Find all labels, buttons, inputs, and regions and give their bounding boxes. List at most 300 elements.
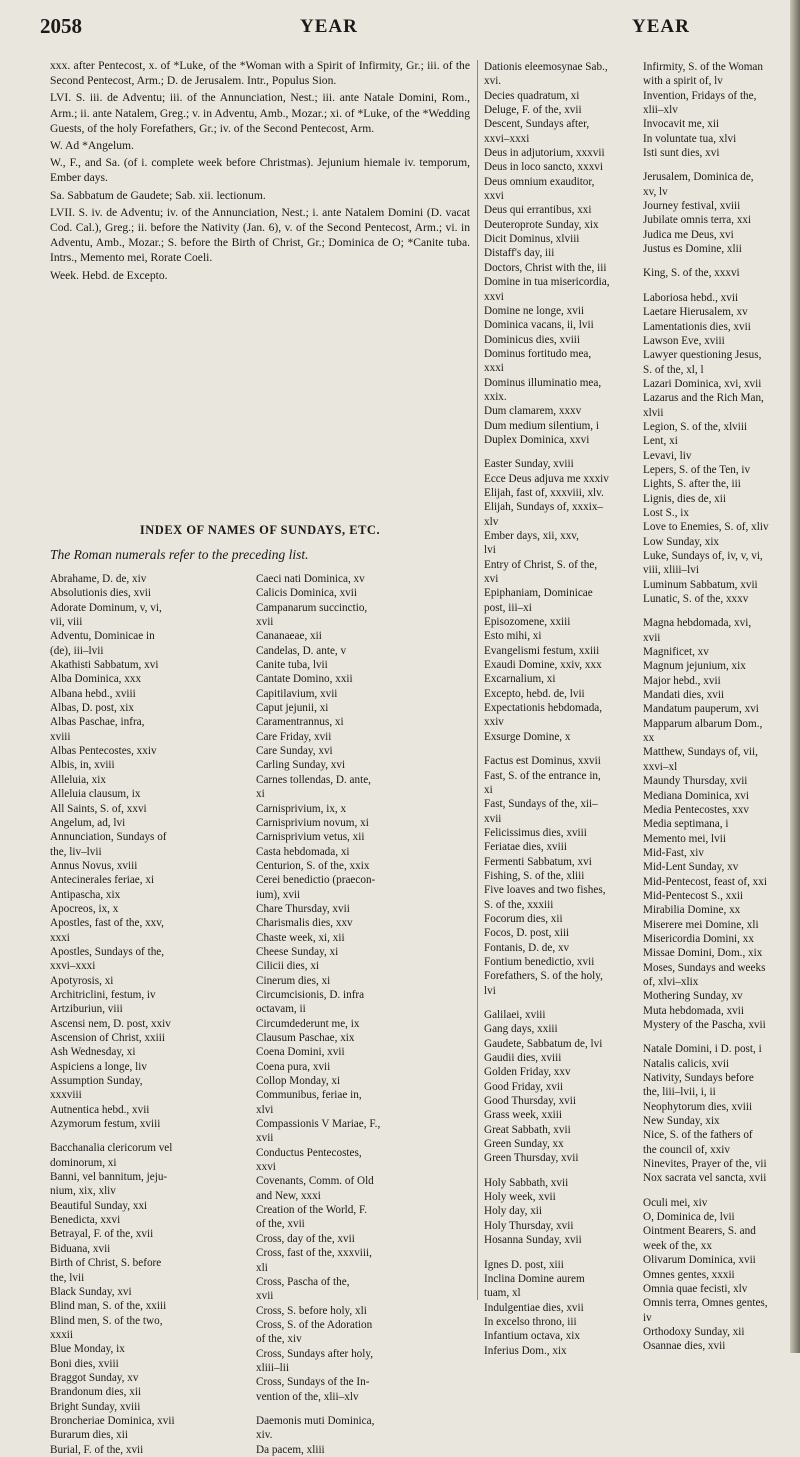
index-entry: Domine ne longe, xvii <box>484 304 585 317</box>
index-entry: Ascension of Christ, xxiii <box>50 1032 165 1044</box>
index-entry: Fishing, S. of the, xliii <box>484 869 585 882</box>
index-entry: Neophytorum dies, xviii <box>643 1100 753 1113</box>
index-entry: Matthew, Sundays of, vii, <box>643 746 758 759</box>
index-entry: Feriatae dies, xviii <box>484 841 567 854</box>
index-gap <box>484 1248 634 1258</box>
index-entry: Lost S., ix <box>643 506 690 519</box>
index-entry: Cerei benedictio (praecon- <box>256 874 376 887</box>
index-entry: Cross, S. before holy, xli <box>256 1304 367 1317</box>
index-entry: Easter Sunday, xviii <box>484 458 574 471</box>
index-entry: Cross, S. of the Adoration <box>256 1318 373 1331</box>
index-entry: Felicissimus dies, xviii <box>484 826 587 839</box>
index-entry: Duplex Dominica, xxvi <box>484 433 590 446</box>
index-entry: Inferius Dom., xix <box>484 1344 567 1357</box>
index-entry: Assumption Sunday, <box>50 1075 143 1088</box>
index-entry: lvi <box>484 544 496 557</box>
index-entry: Misericordia Domini, xx <box>643 932 754 945</box>
index-entry: Muta hebdomada, xvii <box>643 1004 744 1017</box>
index-entry: Dicit Dominus, xlviii <box>484 233 580 246</box>
index-entry: Carnes tollendas, D. ante, <box>256 773 371 786</box>
index-entry: Holy week, xvii <box>484 1191 556 1204</box>
index-entry: xli <box>256 1261 268 1274</box>
index-entry: Compassionis V Mariae, F., <box>256 1118 381 1131</box>
index-entry: Apocreos, ix, x <box>50 902 119 915</box>
index-entry: Betrayal, F. of the, xvii <box>50 1228 154 1241</box>
index-entry: O, Dominica de, lvii <box>643 1211 735 1224</box>
index-entry: Major hebd., xvii <box>643 674 721 687</box>
index-entry: Braggot Sunday, xv <box>50 1371 139 1384</box>
index-entry: Creation of the World, F. <box>256 1204 368 1217</box>
index-entry: Calicis Dominica, xvii <box>256 587 357 600</box>
index-entry: xxvi <box>484 290 504 303</box>
index-entry: Good Friday, xvii <box>484 1080 564 1093</box>
index-entry: Evangelismi festum, xxiii <box>484 644 600 657</box>
index-entry: Covenants, Comm. of Old <box>256 1175 374 1188</box>
index-entry: Albis, in, xviii <box>50 759 115 772</box>
index-entry: S. of the, xxxiii <box>484 898 554 911</box>
index-entry: week of the, xx <box>643 1239 712 1252</box>
index-entry: xvii <box>256 1132 274 1145</box>
index-entry: Holy Thursday, xvii <box>484 1219 574 1232</box>
index-gap <box>643 160 793 170</box>
index-entry: Cross, day of the, xvii <box>256 1232 355 1245</box>
index-entry: Lawyer questioning Jesus, <box>643 349 762 362</box>
index-entry: Magnificet, xv <box>643 646 709 659</box>
index-entry: Carnisprivium novum, xi <box>256 816 369 829</box>
index-entry: Laetare Hierusalem, xv <box>643 306 748 319</box>
index-entry: Nativity, Sundays before <box>643 1072 754 1085</box>
index-entry: Cilicii dies, xi <box>256 960 320 973</box>
entry-lvi-sa: Sa. Sabbatum de Gaudete; Sab. xii. lectionum. <box>50 188 266 202</box>
index-entry: Invention, Fridays of the, <box>643 89 757 102</box>
index-entry: of, xlvi–xlix <box>643 975 699 988</box>
index-entry: Canite tuba, lvii <box>256 659 328 672</box>
index-entry: nium, xix, xliv <box>50 1185 116 1198</box>
index-entry: xvi <box>484 573 499 586</box>
index-entry: xxxi <box>484 362 504 375</box>
index-gap <box>484 447 634 457</box>
index-entry: Care Friday, xvii <box>256 730 332 743</box>
index-entry: Beautiful Sunday, xxi <box>50 1199 148 1212</box>
index-entry: Exsurge Domine, x <box>484 730 571 743</box>
index-entry: Cross, Pascha of the, <box>256 1275 350 1288</box>
index-entry: xxvi–xxxi <box>50 960 96 973</box>
index-entry: Ember days, xii, xxv, <box>484 530 579 542</box>
page-header <box>40 14 740 42</box>
index-gap <box>643 1032 793 1042</box>
index-entry: Lights, S. after the, iii <box>643 478 741 491</box>
index-entry: Inclina Domine aurem <box>484 1272 585 1285</box>
index-entry: the council of, xxiv <box>643 1143 730 1156</box>
index-gap <box>484 744 634 754</box>
index-entry: Elijah, fast of, xxxviii, xlv. <box>484 486 604 499</box>
index-entry: Carnisprivium vetus, xii <box>256 831 365 844</box>
index-entry: Lazarus and the Rich Man, <box>643 392 764 405</box>
index-entry: Good Thursday, xvii <box>484 1095 576 1108</box>
index-entry: Collop Monday, xi <box>256 1075 341 1088</box>
index-entry: Apostles, fast of the, xxv, <box>50 917 164 930</box>
entry-lvii-week: Week. Hebd. de Excepto. <box>50 268 168 282</box>
entry-lvi: LVI. S. iii. de Adventu; iii. of the Annunciation, Nest.; iii. ante Natale Domini, Rom., Arm.; ii. ante Natalem, Greg.; v. in Adventu, Amb., Mozar.; xi. of *Luke, of the *Wedding Guests, of the holy Forefathers, Gr.; iv. of the Second Pentecost, Arm. <box>50 91 470 135</box>
index-entry: Alba Dominica, xxx <box>50 673 142 686</box>
index-entry: Carnisprivium, ix, x <box>256 802 347 815</box>
index-entry: Magnum jejunium, xix <box>643 660 746 673</box>
index-entry: Episozomene, xxiii <box>484 616 571 629</box>
index-entry: Burial, F. of the, xvii <box>50 1443 144 1456</box>
index-entry: Hosanna Sunday, xvii <box>484 1234 582 1247</box>
index-entry: Deus qui errantibus, xxi <box>484 204 592 217</box>
index-entry: Birth of Christ, S. before <box>50 1257 162 1270</box>
index-entry: Cross, Sundays of the In- <box>256 1376 370 1389</box>
index-entry: Focorum dies, xii <box>484 912 563 925</box>
index-column-2 <box>256 572 456 1457</box>
index-entry: Mapparum albarum Dom., <box>643 717 763 730</box>
index-gap <box>484 1166 634 1176</box>
index-entry: Angelum, ad, lvi <box>50 816 126 829</box>
index-entry: Domine in tua misericordia, <box>484 276 610 289</box>
index-entry: Lent, xi <box>643 435 678 448</box>
index-entry: Cross, Sundays after holy, <box>256 1347 374 1360</box>
index-entry: with a spirit of, lv <box>643 75 723 88</box>
index-entry: Natale Domini, i D. post, i <box>643 1043 762 1056</box>
index-entry: Autnentica hebd., xvii <box>50 1103 150 1116</box>
running-head-left: YEAR <box>300 16 358 37</box>
index-entry: Forefathers, S. of the holy, <box>484 970 603 983</box>
index-entry: xxvi–xxxi <box>484 132 530 145</box>
index-entry: Jubilate omnis terra, xxi <box>643 214 752 227</box>
index-gap <box>643 256 793 266</box>
index-entry: xvi. <box>484 75 502 88</box>
index-entry: Dominicus dies, xviii <box>484 333 581 346</box>
index-entry: (de), iii–lvii <box>50 644 104 657</box>
index-entry: Justus es Domine, xlii <box>643 243 742 256</box>
index-entry: Olivarum Dominica, xvii <box>643 1254 756 1267</box>
index-entry: Capitilavium, xvii <box>256 687 338 700</box>
index-entry: Fast, Sundays of the, xii– <box>484 798 598 811</box>
index-entry: xxvi–xl <box>643 760 678 773</box>
index-entry: xxxi <box>50 931 70 944</box>
index-entry: Gang days, xxiii <box>484 1023 558 1036</box>
index-gap <box>643 281 793 291</box>
index-entry: Albas Paschae, infra, <box>50 716 145 729</box>
index-entry: Charismalis dies, xxv <box>256 917 353 930</box>
index-entry: Da pacem, xliii <box>256 1443 325 1456</box>
index-entry: xlvii <box>643 406 664 419</box>
index-entry: Annunciation, Sundays of <box>50 831 167 844</box>
index-entry: Daemonis muti Dominica, <box>256 1414 375 1427</box>
index-entry: Ignes D. post, xiii <box>484 1258 564 1271</box>
index-entry: iv <box>643 1311 652 1324</box>
index-entry: Apotyrosis, xi <box>50 974 114 987</box>
index-entry: Luke, Sundays of, iv, v, vi, <box>643 550 763 562</box>
index-column-4 <box>643 60 793 1354</box>
index-entry: Mid-Lent Sunday, xv <box>643 861 739 874</box>
index-entry: Absolutionis dies, xvii <box>50 587 152 600</box>
index-entry: Media septimana, i <box>643 818 729 831</box>
page-number: 2058 <box>40 14 82 38</box>
index-entry: xviii <box>50 730 71 743</box>
index-entry: Mediana Dominica, xvi <box>643 789 749 802</box>
index-entry: Dominus fortitudo mea, <box>484 347 592 360</box>
index-entry: Deus in adjutorium, xxxvii <box>484 147 605 160</box>
index-entry: Deus omnium exauditor, <box>484 175 595 188</box>
index-entry: Communibus, feriae in, <box>256 1089 362 1102</box>
index-entry: Albas, D. post, xix <box>50 702 134 715</box>
index-entry: xlvi <box>256 1103 274 1116</box>
index-entry: Decies quadratum, xi <box>484 89 580 102</box>
index-entry: Banni, vel bannitum, jeju- <box>50 1171 168 1184</box>
index-entry: xx <box>643 732 655 745</box>
index-entry: Nice, S. of the fathers of <box>643 1129 753 1142</box>
index-entry: xvii <box>256 616 274 629</box>
index-entry: Nox sacrata vel sancta, xvii <box>643 1172 767 1185</box>
index-gap <box>50 1131 250 1141</box>
index-entry: Holy Sabbath, xvii <box>484 1176 569 1189</box>
index-entry: Coena pura, xvii <box>256 1060 331 1073</box>
index-entry: Albas Pentecostes, xxiv <box>50 745 157 758</box>
index-entry: Grass week, xxiii <box>484 1109 562 1122</box>
index-entry: Dationis eleemosynae Sab., <box>484 61 608 73</box>
index-entry: xvii <box>643 631 661 644</box>
index-entry: Dominus illuminatio mea, <box>484 376 602 389</box>
index-entry: Chare Thursday, xvii <box>256 902 350 915</box>
index-entry: Focos, D. post, xiii <box>484 927 570 940</box>
index-entry: In voluntate tua, xlvi <box>643 132 737 145</box>
index-entry: Mid-Pentecost S., xxii <box>643 889 744 902</box>
index-entry: Adorate Dominum, v, vi, <box>50 601 162 614</box>
index-entry: Ninevites, Prayer of the, vii <box>643 1158 767 1171</box>
index-entry: Isti sunt dies, xvi <box>643 147 720 160</box>
index-entry: Great Sabbath, xvii <box>484 1123 571 1136</box>
index-entry: Bright Sunday, xviii <box>50 1400 141 1413</box>
index-entry: Magna hebdomada, xvi, <box>643 617 752 630</box>
index-entry: Lepers, S. of the Ten, iv <box>643 463 751 476</box>
index-entry: Missae Domini, Dom., xix <box>643 947 763 960</box>
index-entry: Indulgentiae dies, xvii <box>484 1301 584 1314</box>
index-entry: Golden Friday, xxv <box>484 1066 571 1079</box>
index-entry: Jerusalem, Dominica de, <box>643 171 754 184</box>
index-entry: Fermenti Sabbatum, xvi <box>484 855 592 868</box>
index-entry: Blind men, S. of the two, <box>50 1314 163 1327</box>
index-entry: and New, xxxi <box>256 1189 321 1202</box>
index-entry: King, S. of the, xxxvi <box>643 267 740 280</box>
index-entry: Legion, S. of the, xlviii <box>643 420 748 433</box>
index-gap <box>643 1186 793 1196</box>
index-entry: xlv <box>484 515 499 528</box>
index-entry: the, lvii <box>50 1271 85 1284</box>
index-entry: xvii <box>484 812 502 825</box>
index-entry: S. of the, xl, l <box>643 363 704 376</box>
index-entry: Omnia quae fecisti, xlv <box>643 1282 748 1295</box>
index-title: INDEX OF NAMES OF SUNDAYS, ETC. <box>139 523 381 537</box>
index-entry: the, liv–lvii <box>50 845 102 858</box>
index-entry: xxxii <box>50 1328 73 1341</box>
index-entry: xi <box>256 788 265 801</box>
index-entry: Epiphaniam, Dominicae <box>484 587 593 600</box>
running-head-right: YEAR <box>632 16 690 37</box>
index-entry: Mid-Pentecost, feast of, xxi <box>643 875 767 888</box>
index-entry: vii, viii <box>50 616 83 629</box>
index-entry: Benedicta, xxvi <box>50 1214 121 1227</box>
column-rule <box>477 60 478 1300</box>
index-entry: Mandatum pauperum, xvi <box>643 703 759 716</box>
index-entry: xliii–lii <box>256 1361 289 1374</box>
index-entry: Infirmity, S. of the Woman <box>643 61 763 73</box>
index-entry: Dum clamarem, xxxv <box>484 405 582 418</box>
index-entry: Love to Enemies, S. of, xliv <box>643 521 769 534</box>
index-entry: xxix. <box>484 390 507 403</box>
index-entry: Infantium octava, xix <box>484 1330 580 1343</box>
index-entry: Chaste week, xi, xii <box>256 931 345 944</box>
index-entry: Broncheriae Dominica, xvii <box>50 1414 175 1427</box>
index-entry: Akathisti Sabbatum, xvi <box>50 659 159 672</box>
entry-lvi-w: W. Ad *Angelum. <box>50 139 134 153</box>
index-entry: Lawson Eve, xviii <box>643 334 725 347</box>
index-entry: Miserere mei Domine, xli <box>643 918 759 931</box>
index-entry: Osannae dies, xvii <box>643 1340 726 1353</box>
index-entry: Black Sunday, xvi <box>50 1285 132 1298</box>
index-entry: Alleluia, xix <box>50 773 106 786</box>
index-entry: Media Pentecostes, xxv <box>643 803 749 816</box>
index-entry: Clausum Paschae, xix <box>256 1032 355 1044</box>
index-entry: ium), xvii <box>256 888 301 901</box>
index-entry: Deus in loco sancto, xxxvi <box>484 161 604 174</box>
index-entry: Doctors, Christ with the, iii <box>484 261 607 274</box>
index-entry: Ointment Bearers, S. and <box>643 1225 756 1238</box>
index-entry: lvi <box>484 984 496 997</box>
index-entry: xlii–xlv <box>643 104 678 117</box>
index-entry: Gaudii dies, xviii <box>484 1052 562 1065</box>
index-entry: Annus Novus, xviii <box>50 859 138 872</box>
index-entry: Campanarum succinctio, <box>256 601 368 614</box>
index-entry: viii, xliii–lvi <box>643 564 699 577</box>
index-entry: xxvi <box>484 190 504 203</box>
index-entry: Green Sunday, xx <box>484 1138 564 1151</box>
index-entry: tuam, xl <box>484 1287 521 1300</box>
index-entry: Oculi mei, xiv <box>643 1196 708 1209</box>
index-gap <box>484 998 634 1008</box>
index-entry: Apostles, Sundays of the, <box>50 945 165 958</box>
index-entry: octavam, ii <box>256 1003 306 1016</box>
index-entry: Omnis terra, Omnes gentes, <box>643 1297 768 1310</box>
index-entry: Azymorum festum, xviii <box>50 1118 161 1131</box>
index-entry: Omnes gentes, xxxii <box>643 1268 735 1281</box>
entry-lvii: LVII. S. iv. de Adventu; iv. of the Annunciation, Nest.; i. ante Natalem Domini (D. vacat Cod. Cal.), Greg.; ii. before the Nativity (Jan. 6), v. of the Second Pentecost, Arm.; vi. in Adventu, Amb., Mozar.; S. before the Birth of Christ, Gr.; Dominica de O; *Canite tuba. Intrs., Memento mei, Rorate Coeli. <box>50 205 470 265</box>
index-entry: Laboriosa hebd., xvii <box>643 291 739 304</box>
index-entry: Factus est Dominus, xxvii <box>484 755 601 768</box>
index-entry: the, liii–lvii, i, ii <box>643 1086 716 1099</box>
index-entry: Levavi, liv <box>643 449 692 462</box>
index-entry: Ascensi nem, D. post, xxiv <box>50 1017 171 1030</box>
index-entry: Caramentrannus, xi <box>256 716 344 729</box>
index-entry: Alleluia clausum, ix <box>50 788 141 801</box>
index-column-3 <box>484 60 634 1358</box>
index-entry: Centurion, S. of the, xxix <box>256 859 370 872</box>
index-entry: Burarum dies, xii <box>50 1429 128 1442</box>
index-entry: Abrahame, D. de, xiv <box>50 573 147 585</box>
index-gap <box>256 1404 456 1414</box>
index-entry: Elijah, Sundays of, xxxix– <box>484 501 604 514</box>
index-entry: xv, lv <box>643 185 668 198</box>
index-entry: Caeci nati Dominica, xv <box>256 573 365 585</box>
index-entry: Lunatic, S. of the, xxxv <box>643 593 749 606</box>
index-entry: Circumcisionis, D. infra <box>256 988 365 1001</box>
index-entry: vention of the, xlii–xlv <box>256 1390 359 1403</box>
index-entry: Blind man, S. of the, xxiii <box>50 1300 167 1313</box>
index-entry: of the, xiv <box>256 1333 302 1346</box>
index-entry: Esto mihi, xi <box>484 630 542 643</box>
index-entry: Orthodoxy Sunday, xii <box>643 1325 745 1338</box>
index-entry: Artziburiun, viii <box>50 1003 123 1016</box>
index-entry: Care Sunday, xvi <box>256 745 333 758</box>
index-entry: Biduana, xvii <box>50 1242 111 1255</box>
index-entry: Antipascha, xix <box>50 888 121 901</box>
index-entry: Green Thursday, xvii <box>484 1152 579 1165</box>
index-entry: Brandonum dies, xii <box>50 1386 142 1399</box>
index-entry: Ecce Deus adjuva me xxxiv <box>484 472 609 485</box>
index-entry: Casta hebdomada, xi <box>256 845 350 858</box>
index-entry: dominorum, xi <box>50 1156 117 1169</box>
index-entry: Circumdederunt me, ix <box>256 1017 360 1030</box>
index-entry: Holy day, xii <box>484 1205 543 1218</box>
index-entry: Cross, fast of the, xxxviii, <box>256 1247 372 1260</box>
entry-xxx: xxx. after Pentecost, x. of *Luke, of the *Woman with a Spirit of Infirmity, Gr.; iii. of the Second Pentecost, Arm.; D. de Jerusalem. Intr., Populus Sion. <box>50 59 470 88</box>
index-entry: Antecinerales feriae, xi <box>50 874 155 887</box>
week-entries <box>50 58 470 285</box>
index-entry: Caput jejunii, xi <box>256 702 329 715</box>
index-entry: Expectationis hebdomada, <box>484 702 603 715</box>
index-entry: Conductus Pentecostes, <box>256 1146 362 1159</box>
index-entry: New Sunday, xix <box>643 1115 720 1128</box>
index-entry: Galilaei, xviii <box>484 1009 546 1021</box>
index-entry: Candelas, D. ante, v <box>256 644 347 657</box>
index-entry: Albana hebd., xviii <box>50 687 136 700</box>
index-entry: Cananaeae, xii <box>256 630 322 643</box>
index-entry: Fontium benedictio, xvii <box>484 955 595 968</box>
index-entry: xiv. <box>256 1429 273 1442</box>
index-entry: Gaudete, Sabbatum de, lvi <box>484 1037 603 1050</box>
index-gap <box>643 606 793 616</box>
index-entry: Deuteroprote Sunday, xix <box>484 218 599 231</box>
index-entry: Maundy Thursday, xvii <box>643 775 748 788</box>
index-entry: Carling Sunday, xvi <box>256 759 346 772</box>
entry-lvi-wfsa: W., F., and Sa. (of i. complete week before Christmas). Jejunium hiemale iv. temporum, Ember days. <box>50 156 470 185</box>
index-entry: Entry of Christ, S. of the, <box>484 558 598 571</box>
index-entry: Fontanis, D. de, xv <box>484 941 570 954</box>
index-entry: Lazari Dominica, xvi, xvii <box>643 377 762 390</box>
index-entry: Luminum Sabbatum, xvii <box>643 578 758 591</box>
index-entry: Adventu, Dominicae in <box>50 630 155 643</box>
index-subtitle: The Roman numerals refer to the preceding list. <box>50 547 309 562</box>
index-entry: Blue Monday, ix <box>50 1343 125 1356</box>
index-entry: Low Sunday, xix <box>643 535 720 548</box>
index-entry: Architriclini, festum, iv <box>50 988 156 1001</box>
index-entry: Lamentationis dies, xvii <box>643 320 751 333</box>
index-entry: All Saints, S. of, xxvi <box>50 802 147 815</box>
index-entry: Natalis calicis, xvii <box>643 1057 730 1070</box>
index-entry: xvii <box>256 1290 274 1303</box>
index-entry: Coena Domini, xvii <box>256 1046 345 1059</box>
index-entry: xxvi <box>256 1161 276 1174</box>
index-entry: Dominica vacans, ii, lvii <box>484 319 594 332</box>
index-entry: Cantate Domino, xxii <box>256 673 353 686</box>
index-entry: Deluge, F. of the, xvii <box>484 104 582 117</box>
index-entry: Exaudi Domine, xxiv, xxx <box>484 659 602 672</box>
index-entry: Descent, Sundays after, <box>484 118 590 131</box>
index-entry: xxiv <box>484 716 504 729</box>
index-column-1 <box>50 572 250 1457</box>
index-entry: of the, xvii <box>256 1218 305 1231</box>
